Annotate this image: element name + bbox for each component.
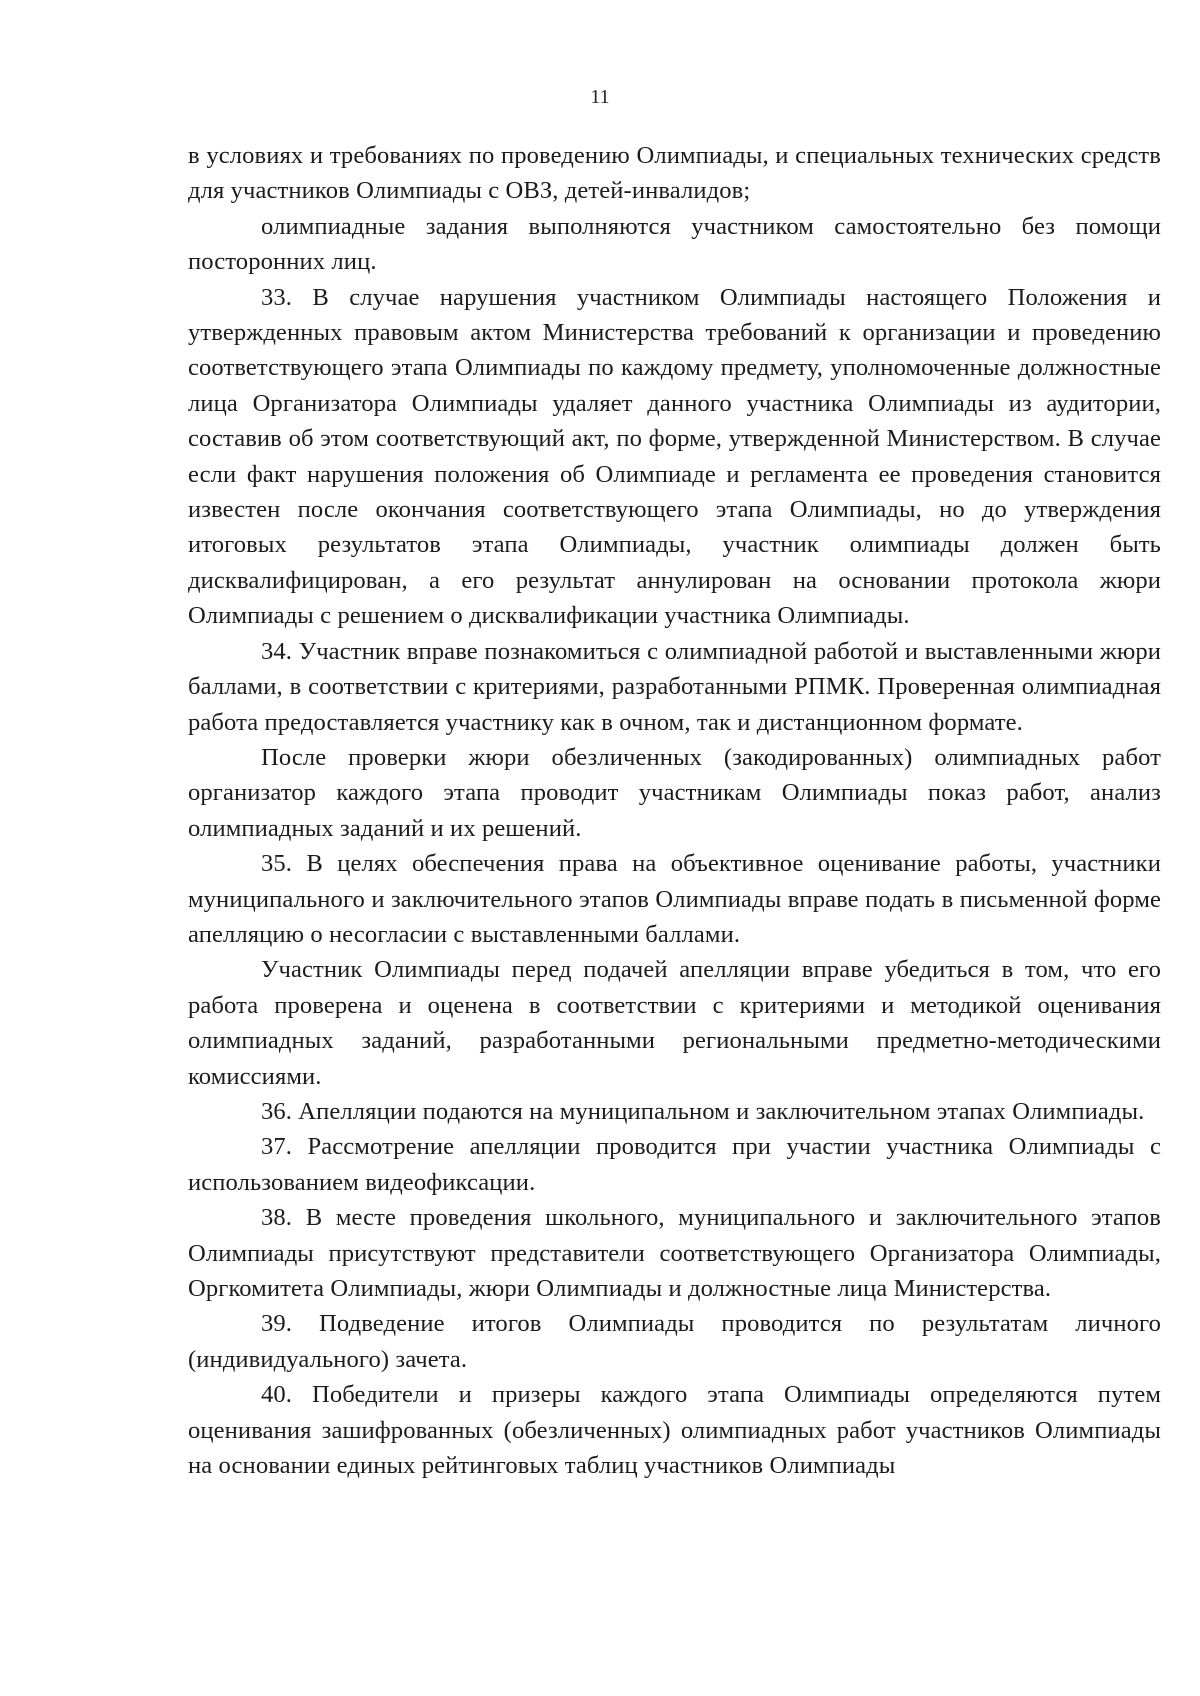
- paragraph-conditions-continuation: в условиях и требованиях по проведению Олимпиады, и специальных технических средств для участников Олимпиады с ОВЗ, детей-инвалидов;: [188, 142, 1161, 205]
- paragraph-works-review: После проверки жюри обезличенных (закодированных) олимпиадных работ организатор каждого этапа проводит участникам Олимпиады показ работ, анализ олимпиадных заданий и их решений.: [188, 743, 1161, 842]
- document-body: [188, 138, 1161, 1483]
- paragraph-34: 34. Участник вправе познакомиться с олимпиадной работой и выставленными жюри баллами, в соответствии с критериями, разработанными РПМК. Проверенная олимпиадная работа предоставляется участнику как в очном, так и дистанционном формате.: [188, 637, 1161, 736]
- paragraph-35: 35. В целях обеспечения права на объективное оценивание работы, участники муниципального и заключительного этапов Олимпиады вправе подать в письменной форме апелляцию о несогласии с выставленными баллами.: [188, 850, 1161, 948]
- paragraph-38: 38. В месте проведения школьного, муниципального и заключительного этапов Олимпиады присутствуют представители соответствующего Организатора Олимпиады, Оргкомитета Олимпиады, жюри Олимпиады и должностные лица Министерства.: [188, 1204, 1161, 1302]
- page-number: 11: [590, 86, 610, 108]
- paragraph-39: 39. Подведение итогов Олимпиады проводится по результатам личного (индивидуального) зачета.: [188, 1310, 1161, 1373]
- paragraph-37: 37. Рассмотрение апелляции проводится при участии участника Олимпиады с использованием видеофиксации.: [188, 1133, 1161, 1196]
- paragraph-independent-tasks: олимпиадные задания выполняются участником самостоятельно без помощи посторонних лиц.: [188, 212, 1161, 276]
- paragraph-33: 33. В случае нарушения участником Олимпиады настоящего Положения и утвержденных правовым актом Министерства требований к организации и проведению соответствующего этапа Олимпиады по каждому предмету, уполномоченные должностные лица Организатора Олимпиады удаляет данного участника Олимпиады из аудитории, составив об этом соответствующий акт, по форме, утвержденной Министерством. В случае если факт нарушения положения об Олимпиаде и регламента ее проведения становится известен после окончания соответствующего этапа Олимпиады, но до утверждения итоговых результатов этапа Олимпиады, участник олимпиады должен быть дисквалифицирован, а его результат аннулирован на основании протокола жюри Олимпиады с решением о дисквалификации участника Олимпиады.: [188, 283, 1161, 630]
- paragraph-appeal-check: Участник Олимпиады перед подачей апелляции вправе убедиться в том, что его работа проверена и оценена в соответствии с критериями и методикой оценивания олимпиадных заданий, разработанными региональными предметно-методическими комиссиями.: [188, 956, 1161, 1090]
- paragraph-40: 40. Победители и призеры каждого этапа Олимпиады определяются путем оценивания зашифрованных (обезличенных) олимпиадных работ участников Олимпиады на основании единых рейтинговых таблиц участников Олимпиады: [188, 1381, 1161, 1480]
- paragraph-36: 36. Апелляции подаются на муниципальном и заключительном этапах Олимпиады.: [261, 1097, 1145, 1125]
